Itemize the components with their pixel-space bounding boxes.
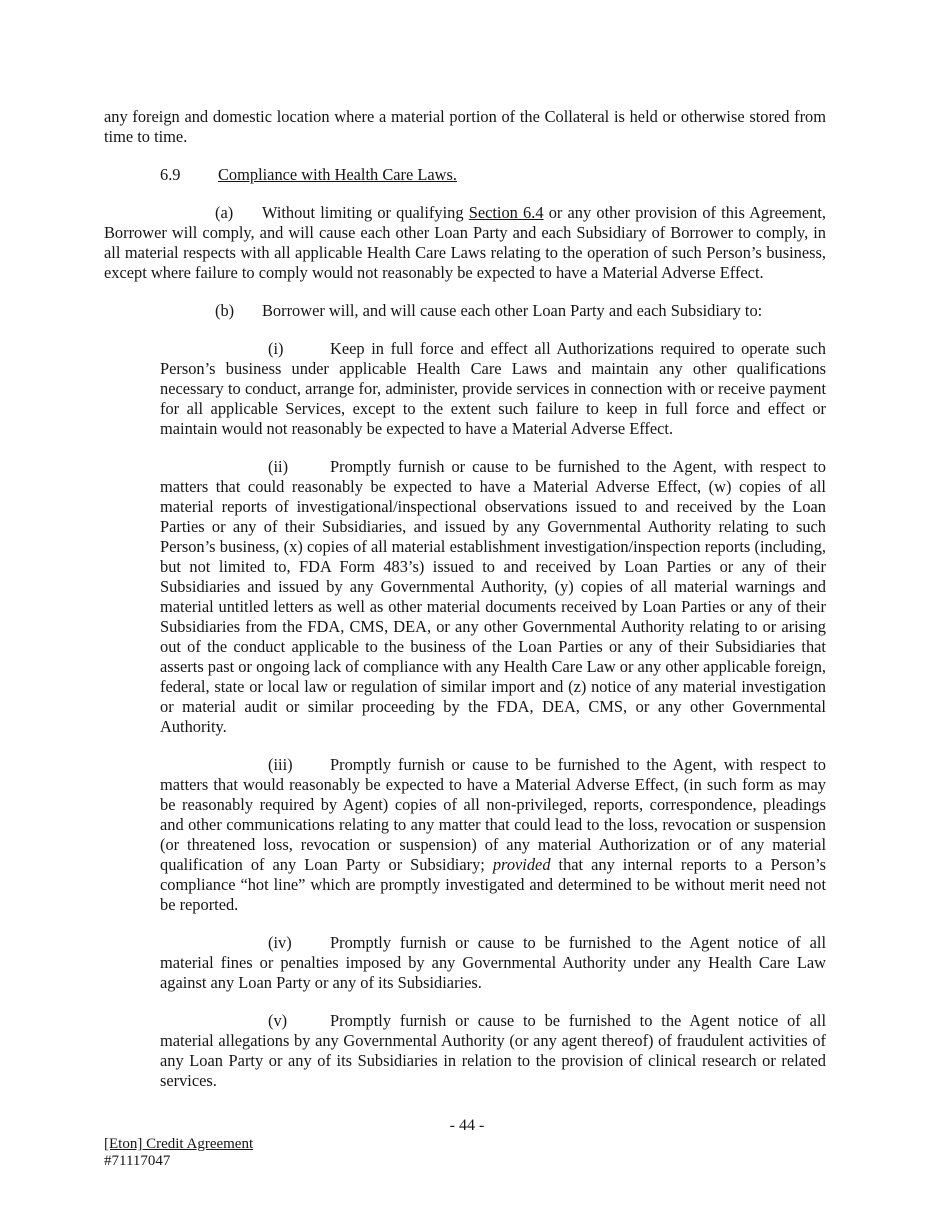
section-6-4-reference: Section 6.4 xyxy=(468,203,544,222)
subclause-v-text: Promptly furnish or cause to be furnished to the Agent notice of all material allegations by any Governmental Authority (or any agent thereof) of fraudulent activities of any Loan Party or any of its Subsidiaries in relation to the provision of clinical research or related services. xyxy=(160,1011,826,1090)
paragraph-b xyxy=(104,301,826,321)
subclause-iv-text: Promptly furnish or cause to be furnished to the Agent notice of all material fines or penalties imposed by any Governmental Authority under any Health Care Law against any Loan Party or any of its Subsidiaries. xyxy=(160,933,826,992)
paragraph-a-text-before-ref: Without limiting or qualifying xyxy=(262,203,469,222)
footer-doc-name: [Eton] Credit Agreement xyxy=(104,1136,254,1152)
subclause-ii-label: (ii) xyxy=(268,457,289,476)
subclause-v xyxy=(160,1011,826,1091)
document-footer xyxy=(104,1136,253,1170)
paragraph-b-label: (b) xyxy=(215,301,235,320)
subclause-v-label: (v) xyxy=(268,1011,288,1030)
paragraph-a-text-after-ref: or any other provision of this Agreement, Borrower will comply, and will cause each other Loan Party and each Subsidiary of Borrower to comply, in all material respects with all applicable Health Care Laws relating to the operation of such Person’s business, except where failure to comply would not reasonably be expected to have a Material Adverse Effect. xyxy=(104,203,827,282)
subclause-i-text: Keep in full force and effect all Authorizations required to operate such Person’s business under applicable Health Care Laws and maintain any other qualifications necessary to conduct, arrange for, administer, provide services in connection with or receive payment for all applicable Services, except to the extent such failure to keep in full force and effect or maintain would not reasonably be expected to have a Material Adverse Effect. xyxy=(160,339,826,438)
subclause-iii xyxy=(160,755,826,915)
paragraph-b-text: Borrower will, and will cause each other Loan Party and each Subsidiary to: xyxy=(262,301,763,320)
section-heading xyxy=(104,165,826,185)
continuation-paragraph: any foreign and domestic location where a material portion of the Collateral is held or otherwise stored from time to time. xyxy=(104,107,826,146)
document-body xyxy=(104,107,826,1109)
subclause-ii xyxy=(160,457,826,737)
footer-doc-id: #71117047 xyxy=(104,1153,171,1169)
page-number: - 44 - xyxy=(449,1117,485,1134)
section-title: Compliance with Health Care Laws. xyxy=(218,165,457,184)
subclause-iii-text-before-italic: Promptly furnish or cause to be furnished to the Agent, with respect to matters that would reasonably be expected to have a Material Adverse Effect, (in such form as may be reasonably required by Agent) copies of all non-privileged, reports, correspondence, pleadings and other communications relating to any matter that could lead to the loss, revocation or suspension (or threatened loss, revocation or suspension) of any material Authorization or of any material qualification of any Loan Party or Subsidiary; xyxy=(160,755,826,874)
subclause-iii-text-after-italic: that any internal reports to a Person’s compliance “hot line” which are promptly investigated and determined to be without merit need not be reported. xyxy=(160,855,827,914)
subclause-ii-text: Promptly furnish or cause to be furnished to the Agent, with respect to matters that could reasonably be expected to have a Material Adverse Effect, (w) copies of all material reports of investigational/inspectional observations issued to and received by the Loan Parties or any of their Subsidiaries, and issued by any Governmental Authority relating to such Person’s business, (x) copies of all material establishment investigation/inspection reports (including, but not limited to, FDA Form 483’s) issued to and received by Loan Parties or any of their Subsidiaries and issued by any Governmental Authority, (y) copies of all material warnings and material untitled letters as well as other material documents received by Loan Parties or any of their Subsidiaries from the FDA, CMS, DEA, or any other Governmental Authority relating to or arising out of the conduct applicable to the business of the Loan Parties or any of their Subsidiaries that asserts past or ongoing lack of compliance with any Health Care Law or any other applicable foreign, federal, state or local law or regulation of similar import and (z) notice of any material investigation or material audit or similar proceeding by the FDA, DEA, CMS, or any other Governmental Authority. xyxy=(160,457,826,736)
subclause-i-label: (i) xyxy=(268,339,284,358)
paragraph-a-label: (a) xyxy=(215,203,234,222)
provided-italic-term: provided xyxy=(492,855,551,874)
paragraph-a xyxy=(104,203,826,283)
section-number: 6.9 xyxy=(160,165,181,184)
subclause-iii-label: (iii) xyxy=(268,755,293,774)
subclause-i xyxy=(160,339,826,439)
subclause-iv-label: (iv) xyxy=(268,933,292,952)
subclause-iv xyxy=(160,933,826,993)
